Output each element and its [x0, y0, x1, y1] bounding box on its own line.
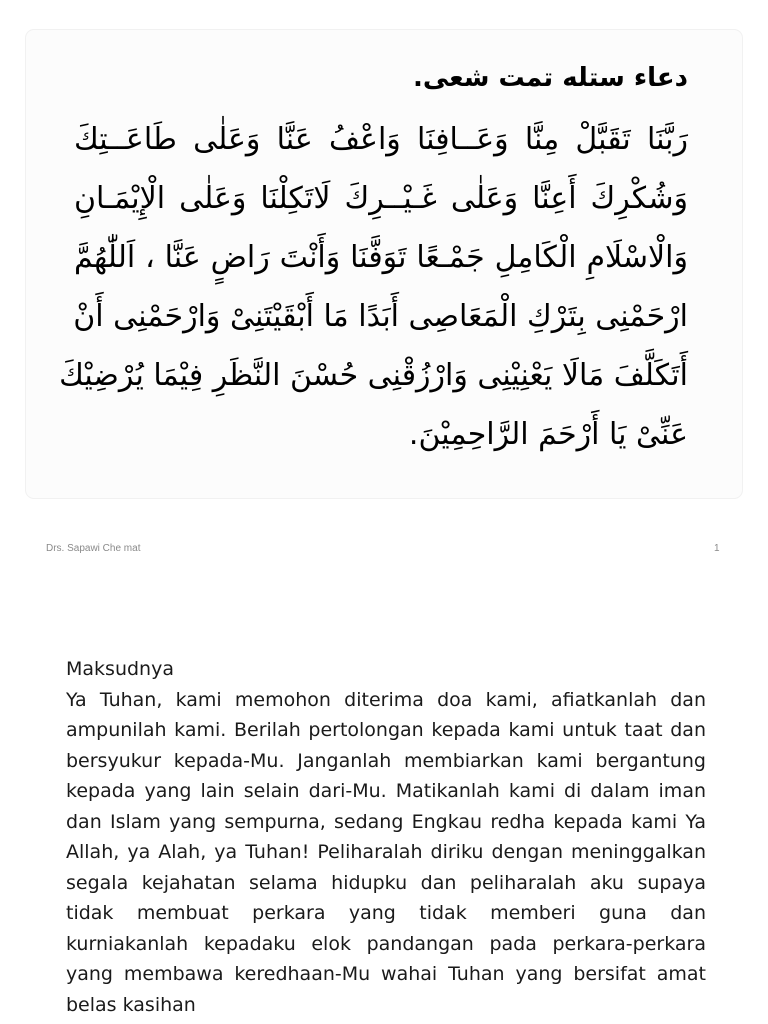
translation-body: Ya Tuhan, kami memohon diterima doa kami, afiatkanlah dan ampunilah kami. Berilah pertolongan kepada kami untuk taat dan bersyukur kepada-Mu. Janganlah membiarkan kami bergantung kepada yang lain selain dari-Mu. Matikanlah kami di dalam iman dan Islam yang sempurna, sedang Engkau redha kepada kami Ya Allah, ya Alah, ya Tuhan! Peliharalah diriku dengan meninggalkan segala kejahatan selama hidupku dan peliharalah aku supaya tidak membuat perkara yang tidak memberi guna dan kurniakanlah kepadaku elok pandangan pada perkara-perkara yang membawa keredhaan-Mu wahai Tuhan yang bersifat amat belas kasihan	[66, 688, 706, 1016]
arabic-title: دعاء ستله تمت شعى.	[412, 63, 688, 93]
page-number: 1	[714, 543, 720, 554]
arabic-line-1: رَبَّنَا تَقَبَّلْ مِنَّا وَعَــافِنَا وَاعْفُ عَنَّا وَعَلٰى طَاعَــتِكَ	[74, 122, 688, 157]
translation-heading: Maksudnya	[66, 658, 174, 680]
footer-author: Drs. Sapawi Che mat	[46, 543, 141, 554]
translation-section	[66, 654, 706, 1020]
arabic-line-3: وَالْاسْلَامِ الْكَامِلِ جَمْـعًا تَوَفَّنَا وَأَنْتَ رَاضٍ عَنَّا ، اَللّٰهُمَّ	[74, 240, 688, 275]
slide-panel	[26, 30, 742, 498]
arabic-line-2: وَشُكْرِكَ أَعِنَّا وَعَلٰى غَـيْــرِكَ لَاتَكِلْنَا وَعَلٰى الْإِيْمَـانِ	[74, 181, 688, 216]
arabic-prayer-text	[59, 58, 688, 464]
arabic-line-6: عَنِّىْ يَا أَرْحَمَ الرَّاحِمِيْنَ.	[408, 417, 688, 452]
arabic-line-5: أَتَكَلَّفَ مَالَا يَعْنِيْنِى وَارْزُقْنِى حُسْنَ النَّظَرِ فِيْمَا يُرْضِيْكَ	[59, 358, 688, 393]
arabic-line-4: ارْحَمْنِى بِتَرْكِ الْمَعَاصِى أَبَدًا مَا أَبْقَيْتَنِىْ وَارْحَمْنِى أَنْ	[73, 299, 688, 334]
